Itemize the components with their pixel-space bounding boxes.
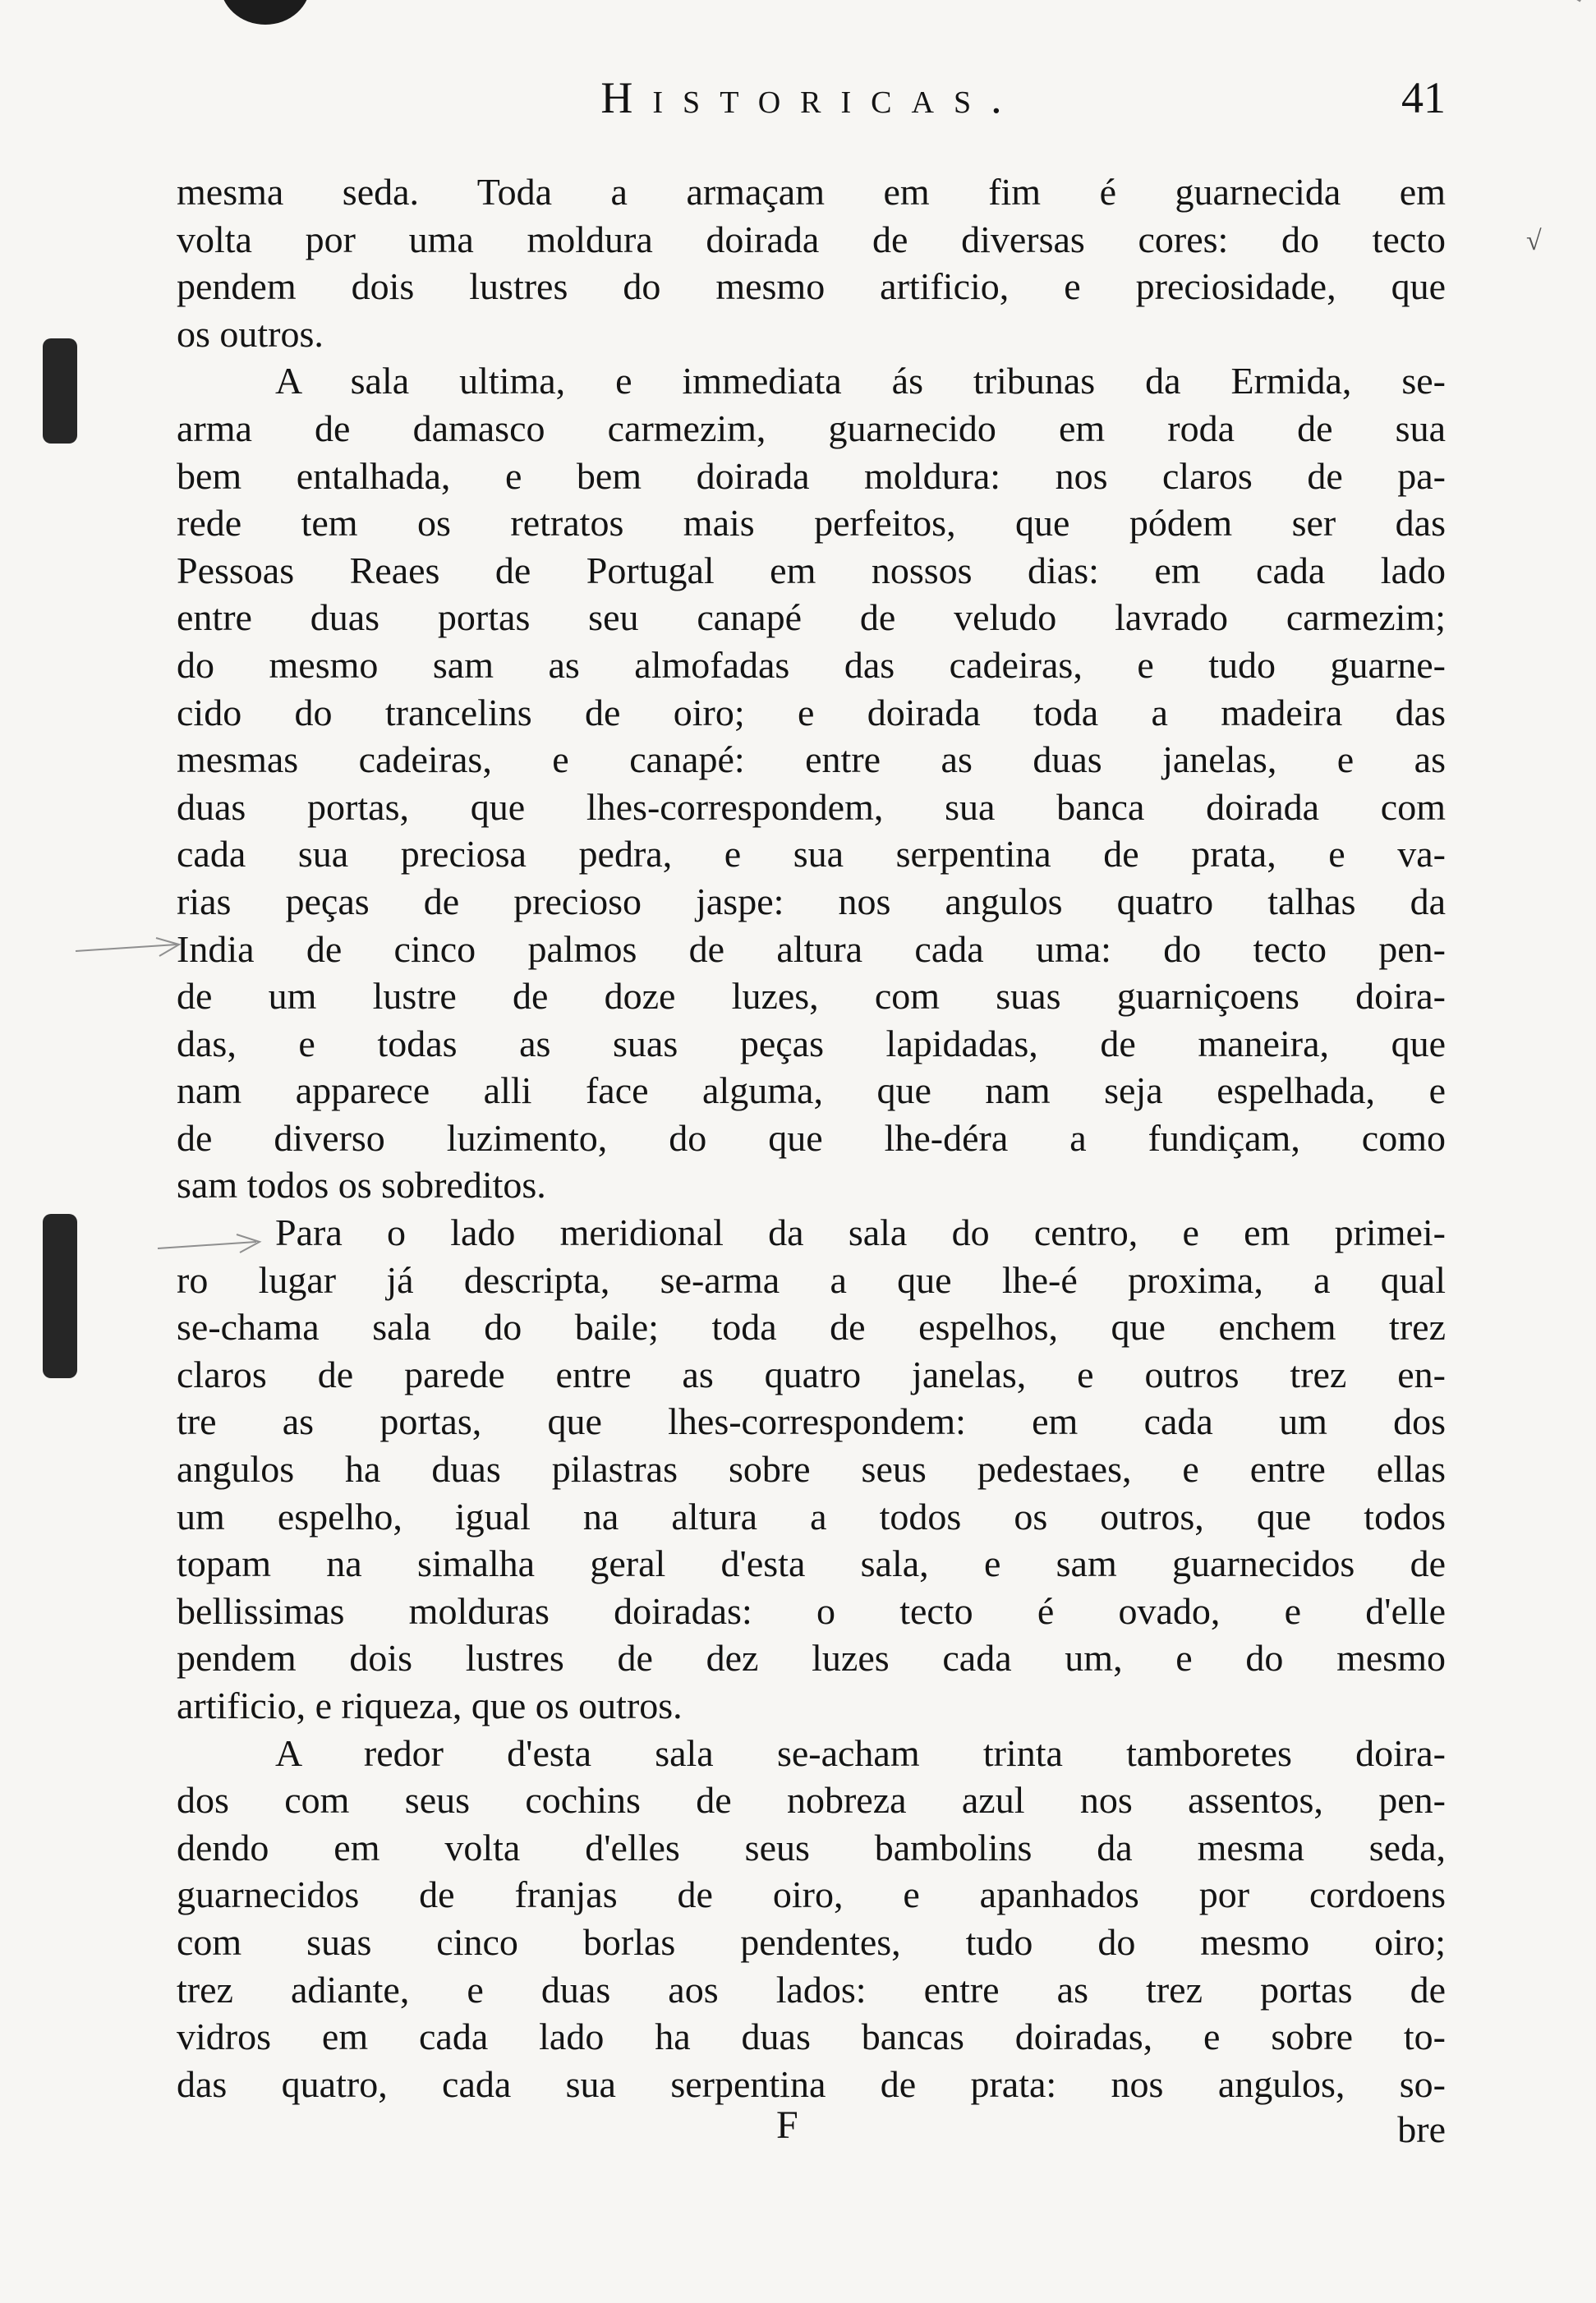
signature-mark: F (776, 2103, 798, 2147)
text-line: topam na simalha geral d'esta sala, e sam guarnecidos de (177, 1542, 1446, 1585)
margin-arrow-icon (156, 1232, 271, 1257)
text-line: rede tem os retratos mais perfeitos, que pódem ser das (177, 502, 1446, 545)
ink-blot (220, 0, 310, 25)
text-line: volta por uma moldura doirada de diversas cores: do tecto (177, 218, 1446, 260)
binding-mark-bottom (43, 1214, 77, 1378)
text-line: arma de damasco carmezim, guarnecido em roda de sua (177, 407, 1446, 449)
text-line: das, e todas as suas peças lapidadas, de maneira, que (177, 1022, 1446, 1064)
text-line: cido do trancelins de oiro; e doirada toda a madeira das (177, 691, 1446, 733)
text-line: guarnecidos de franjas de oiro, e apanhados por cordoens (177, 1873, 1446, 1916)
text-line: dendo em volta d'elles seus bambolins da mesma seda, (177, 1826, 1446, 1869)
text-line: Para o lado meridional da sala do centro, e em primei- (275, 1211, 1446, 1254)
text-line: cada sua preciosa pedra, e sua serpentina de prata, e va- (177, 833, 1446, 876)
text-line: com suas cinco borlas pendentes, tudo do mesmo oiro; (177, 1920, 1446, 1963)
text-line: dos com seus cochins de nobreza azul nos assentos, pen- (177, 1779, 1446, 1822)
text-line: os outros. (177, 312, 324, 355)
text-line: entre duas portas seu canapé de veludo lavrado carmezim; (177, 596, 1446, 639)
page-header (177, 72, 1446, 130)
text-line: de diverso luzimento, do que lhe-déra a fundiçam, como (177, 1116, 1446, 1159)
text-line: pendem dois lustres do mesmo artificio, e preciosidade, que (177, 265, 1446, 308)
text-line: A redor d'esta sala se-acham trinta tamboretes doira- (275, 1731, 1446, 1774)
text-line: bem entalhada, e bem doirada moldura: nos claros de pa- (177, 454, 1446, 497)
text-line: mesma seda. Toda a armaçam em fim é guarnecida em (177, 171, 1446, 213)
margin-arrow-icon (74, 936, 189, 961)
text-line: India de cinco palmos de altura cada uma: do tecto pen- (177, 927, 1446, 970)
text-line: do mesmo sam as almofadas das cadeiras, e tudo guarne- (177, 643, 1446, 686)
text-line: bellissimas molduras doiradas: o tecto é ovado, e d'elle (177, 1589, 1446, 1632)
page-number: 41 (1401, 73, 1446, 122)
text-line: trez adiante, e duas aos lados: entre as trez portas de (177, 1968, 1446, 2011)
text-line: de um lustre de doze luzes, com suas guarniçoens doira- (177, 975, 1446, 1018)
text-line: mesmas cadeiras, e canapé: entre as duas janelas, e as (177, 738, 1446, 781)
catchword: bre (1397, 2108, 1446, 2150)
text-line: ro lugar já descripta, se-arma a que lhe-é proxima, a qual (177, 1258, 1446, 1301)
text-line: nam apparece alli face alguma, que nam seja espelhada, e (177, 1069, 1446, 1112)
text-line: tre as portas, que lhes-correspondem: em cada um dos (177, 1400, 1446, 1443)
text-line: artificio, e riqueza, que os outros. (177, 1685, 683, 1726)
body-text (177, 168, 1446, 2108)
text-line: se-chama sala do baile; toda de espelhos, que enchem trez (177, 1306, 1446, 1349)
text-line: das quatro, cada sua serpentina de prata: nos angulos, so- (177, 2062, 1446, 2105)
text-line: A sala ultima, e immediata ás tribunas da Ermida, se- (275, 360, 1446, 402)
text-line: Pessoas Reaes de Portugal em nossos dias: em cada lado (177, 549, 1446, 591)
text-line: claros de parede entre as quatro janelas, e outros trez en- (177, 1353, 1446, 1395)
text-line: angulos ha duas pilastras sobre seus pedestaes, e entre ellas (177, 1448, 1446, 1491)
text-line: sam todos os sobreditos. (177, 1164, 546, 1207)
running-head: Historicas. (600, 73, 1022, 122)
binding-mark-top (43, 338, 77, 444)
text-line: vidros em cada lado ha duas bancas doiradas, e sobre to- (177, 2016, 1446, 2058)
text-line: um espelho, igual na altura a todos os outros, que todos (177, 1495, 1446, 1538)
scan-streak (1531, 0, 1581, 2)
margin-tick-icon: √ (1526, 226, 1542, 256)
text-line: rias peças de precioso jaspe: nos angulos quatro talhas da (177, 880, 1446, 922)
text-line: duas portas, que lhes-correspondem, sua banca doirada com (177, 785, 1446, 828)
text-line: pendem dois lustres de dez luzes cada um, e do mesmo (177, 1637, 1446, 1680)
